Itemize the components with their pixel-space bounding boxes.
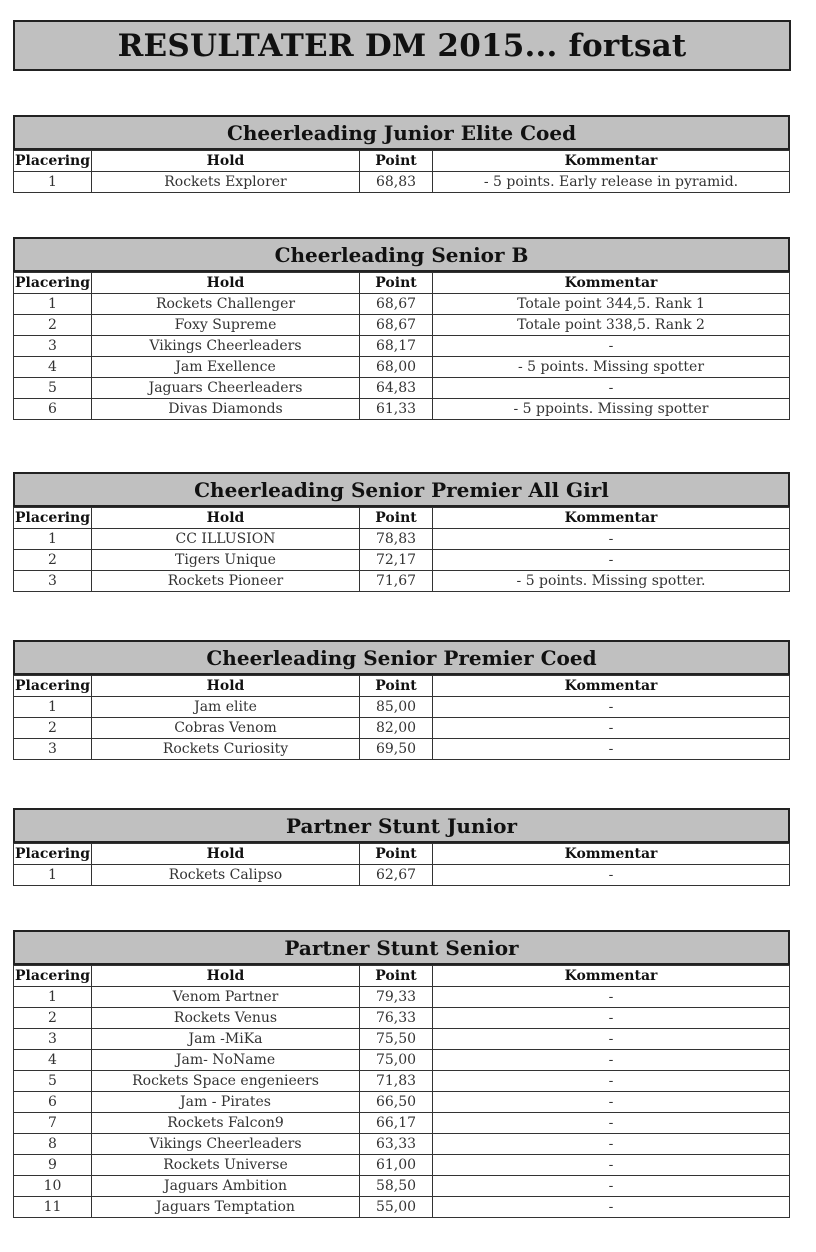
header-kommentar: Kommentar (433, 151, 790, 172)
team-cell: Tigers Unique (92, 550, 360, 571)
table-row (14, 1197, 790, 1218)
results-table (13, 150, 790, 193)
team-cell: Jam- NoName (92, 1050, 360, 1071)
point-cell: 79,33 (360, 987, 433, 1008)
comment-cell: - 5 points. Missing spotter (433, 357, 790, 378)
placement-cell: 11 (14, 1197, 92, 1218)
header-placering: Placering (14, 966, 92, 987)
placement-cell: 3 (14, 571, 92, 592)
header-hold: Hold (92, 966, 360, 987)
header-placering: Placering (14, 151, 92, 172)
table-header-row (14, 966, 790, 987)
comment-cell: - (433, 550, 790, 571)
placement-cell: 2 (14, 1008, 92, 1029)
comment-cell: - (433, 1197, 790, 1218)
placement-cell: 6 (14, 399, 92, 420)
point-cell: 68,67 (360, 294, 433, 315)
table-row (14, 550, 790, 571)
table-row (14, 1134, 790, 1155)
comment-cell: - (433, 739, 790, 760)
point-cell: 63,33 (360, 1134, 433, 1155)
comment-cell: Totale point 338,5. Rank 2 (433, 315, 790, 336)
page-title: RESULTATER DM 2015... fortsat (13, 20, 791, 71)
point-cell: 68,00 (360, 357, 433, 378)
table-row (14, 1092, 790, 1113)
table-header-row (14, 844, 790, 865)
comment-cell: - (433, 1029, 790, 1050)
results-table (13, 675, 790, 760)
point-cell: 66,50 (360, 1092, 433, 1113)
header-kommentar: Kommentar (433, 966, 790, 987)
header-placering: Placering (14, 844, 92, 865)
placement-cell: 7 (14, 1113, 92, 1134)
placement-cell: 4 (14, 357, 92, 378)
results-section (13, 472, 790, 592)
header-hold: Hold (92, 508, 360, 529)
point-cell: 68,67 (360, 315, 433, 336)
table-row (14, 336, 790, 357)
point-cell: 55,00 (360, 1197, 433, 1218)
team-cell: Rockets Venus (92, 1008, 360, 1029)
placement-cell: 1 (14, 529, 92, 550)
placement-cell: 5 (14, 378, 92, 399)
placement-cell: 2 (14, 718, 92, 739)
placement-cell: 6 (14, 1092, 92, 1113)
table-header-row (14, 676, 790, 697)
comment-cell: - (433, 697, 790, 718)
team-cell: Cobras Venom (92, 718, 360, 739)
comment-cell: - (433, 1008, 790, 1029)
placement-cell: 1 (14, 865, 92, 886)
team-cell: Rockets Calipso (92, 865, 360, 886)
table-row (14, 697, 790, 718)
table-row (14, 1029, 790, 1050)
header-point: Point (360, 966, 433, 987)
header-placering: Placering (14, 676, 92, 697)
point-cell: 61,33 (360, 399, 433, 420)
header-placering: Placering (14, 273, 92, 294)
section-title: Cheerleading Senior B (13, 237, 790, 272)
results-table (13, 843, 790, 886)
results-section (13, 237, 790, 420)
header-hold: Hold (92, 844, 360, 865)
team-cell: Rockets Universe (92, 1155, 360, 1176)
comment-cell: - (433, 865, 790, 886)
header-point: Point (360, 151, 433, 172)
table-row (14, 1050, 790, 1071)
team-cell: Rockets Falcon9 (92, 1113, 360, 1134)
header-point: Point (360, 273, 433, 294)
team-cell: Rockets Explorer (92, 172, 360, 193)
comment-cell: - (433, 1050, 790, 1071)
table-row (14, 1113, 790, 1134)
table-row (14, 378, 790, 399)
placement-cell: 3 (14, 336, 92, 357)
section-title: Partner Stunt Junior (13, 808, 790, 843)
table-row (14, 1008, 790, 1029)
comment-cell: - (433, 1134, 790, 1155)
team-cell: CC ILLUSION (92, 529, 360, 550)
team-cell: Rockets Space engenieers (92, 1071, 360, 1092)
header-hold: Hold (92, 273, 360, 294)
table-header-row (14, 273, 790, 294)
point-cell: 85,00 (360, 697, 433, 718)
placement-cell: 1 (14, 172, 92, 193)
placement-cell: 3 (14, 1029, 92, 1050)
table-row (14, 987, 790, 1008)
header-placering: Placering (14, 508, 92, 529)
table-row (14, 739, 790, 760)
table-row (14, 1071, 790, 1092)
table-header-row (14, 508, 790, 529)
comment-cell: Totale point 344,5. Rank 1 (433, 294, 790, 315)
comment-cell: - 5 ppoints. Missing spotter (433, 399, 790, 420)
table-row (14, 172, 790, 193)
point-cell: 66,17 (360, 1113, 433, 1134)
point-cell: 58,50 (360, 1176, 433, 1197)
point-cell: 76,33 (360, 1008, 433, 1029)
results-table (13, 965, 790, 1218)
placement-cell: 10 (14, 1176, 92, 1197)
section-title: Cheerleading Senior Premier All Girl (13, 472, 790, 507)
results-section (13, 115, 790, 193)
table-row (14, 294, 790, 315)
placement-cell: 2 (14, 550, 92, 571)
table-row (14, 865, 790, 886)
comment-cell: - (433, 987, 790, 1008)
section-title: Cheerleading Junior Elite Coed (13, 115, 790, 150)
point-cell: 71,67 (360, 571, 433, 592)
table-row (14, 399, 790, 420)
team-cell: Vikings Cheerleaders (92, 336, 360, 357)
header-hold: Hold (92, 676, 360, 697)
results-section (13, 808, 790, 886)
comment-cell: - (433, 1155, 790, 1176)
header-kommentar: Kommentar (433, 676, 790, 697)
team-cell: Rockets Pioneer (92, 571, 360, 592)
placement-cell: 1 (14, 697, 92, 718)
header-hold: Hold (92, 151, 360, 172)
comment-cell: - (433, 1092, 790, 1113)
results-section (13, 930, 790, 1218)
team-cell: Rockets Challenger (92, 294, 360, 315)
comment-cell: - (433, 529, 790, 550)
table-row (14, 315, 790, 336)
header-kommentar: Kommentar (433, 508, 790, 529)
team-cell: Foxy Supreme (92, 315, 360, 336)
team-cell: Jaguars Temptation (92, 1197, 360, 1218)
placement-cell: 2 (14, 315, 92, 336)
placement-cell: 8 (14, 1134, 92, 1155)
team-cell: Jam Exellence (92, 357, 360, 378)
table-row (14, 529, 790, 550)
comment-cell: - (433, 1176, 790, 1197)
team-cell: Rockets Curiosity (92, 739, 360, 760)
table-header-row (14, 151, 790, 172)
placement-cell: 1 (14, 294, 92, 315)
table-row (14, 1176, 790, 1197)
header-point: Point (360, 508, 433, 529)
team-cell: Jam -MiKa (92, 1029, 360, 1050)
section-title: Partner Stunt Senior (13, 930, 790, 965)
comment-cell: - 5 points. Early release in pyramid. (433, 172, 790, 193)
point-cell: 75,00 (360, 1050, 433, 1071)
point-cell: 71,83 (360, 1071, 433, 1092)
placement-cell: 5 (14, 1071, 92, 1092)
team-cell: Jaguars Cheerleaders (92, 378, 360, 399)
header-kommentar: Kommentar (433, 273, 790, 294)
table-row (14, 571, 790, 592)
header-point: Point (360, 676, 433, 697)
table-row (14, 718, 790, 739)
comment-cell: - (433, 1113, 790, 1134)
point-cell: 69,50 (360, 739, 433, 760)
results-section (13, 640, 790, 760)
placement-cell: 3 (14, 739, 92, 760)
results-table (13, 507, 790, 592)
header-point: Point (360, 844, 433, 865)
point-cell: 82,00 (360, 718, 433, 739)
point-cell: 75,50 (360, 1029, 433, 1050)
point-cell: 78,83 (360, 529, 433, 550)
team-cell: Jam - Pirates (92, 1092, 360, 1113)
point-cell: 64,83 (360, 378, 433, 399)
team-cell: Jam elite (92, 697, 360, 718)
comment-cell: - (433, 336, 790, 357)
header-kommentar: Kommentar (433, 844, 790, 865)
results-table (13, 272, 790, 420)
comment-cell: - 5 points. Missing spotter. (433, 571, 790, 592)
team-cell: Vikings Cheerleaders (92, 1134, 360, 1155)
point-cell: 72,17 (360, 550, 433, 571)
team-cell: Venom Partner (92, 987, 360, 1008)
team-cell: Divas Diamonds (92, 399, 360, 420)
point-cell: 61,00 (360, 1155, 433, 1176)
team-cell: Jaguars Ambition (92, 1176, 360, 1197)
comment-cell: - (433, 378, 790, 399)
placement-cell: 9 (14, 1155, 92, 1176)
comment-cell: - (433, 718, 790, 739)
section-title: Cheerleading Senior Premier Coed (13, 640, 790, 675)
table-row (14, 1155, 790, 1176)
point-cell: 62,67 (360, 865, 433, 886)
point-cell: 68,17 (360, 336, 433, 357)
placement-cell: 1 (14, 987, 92, 1008)
comment-cell: - (433, 1071, 790, 1092)
table-row (14, 357, 790, 378)
point-cell: 68,83 (360, 172, 433, 193)
placement-cell: 4 (14, 1050, 92, 1071)
